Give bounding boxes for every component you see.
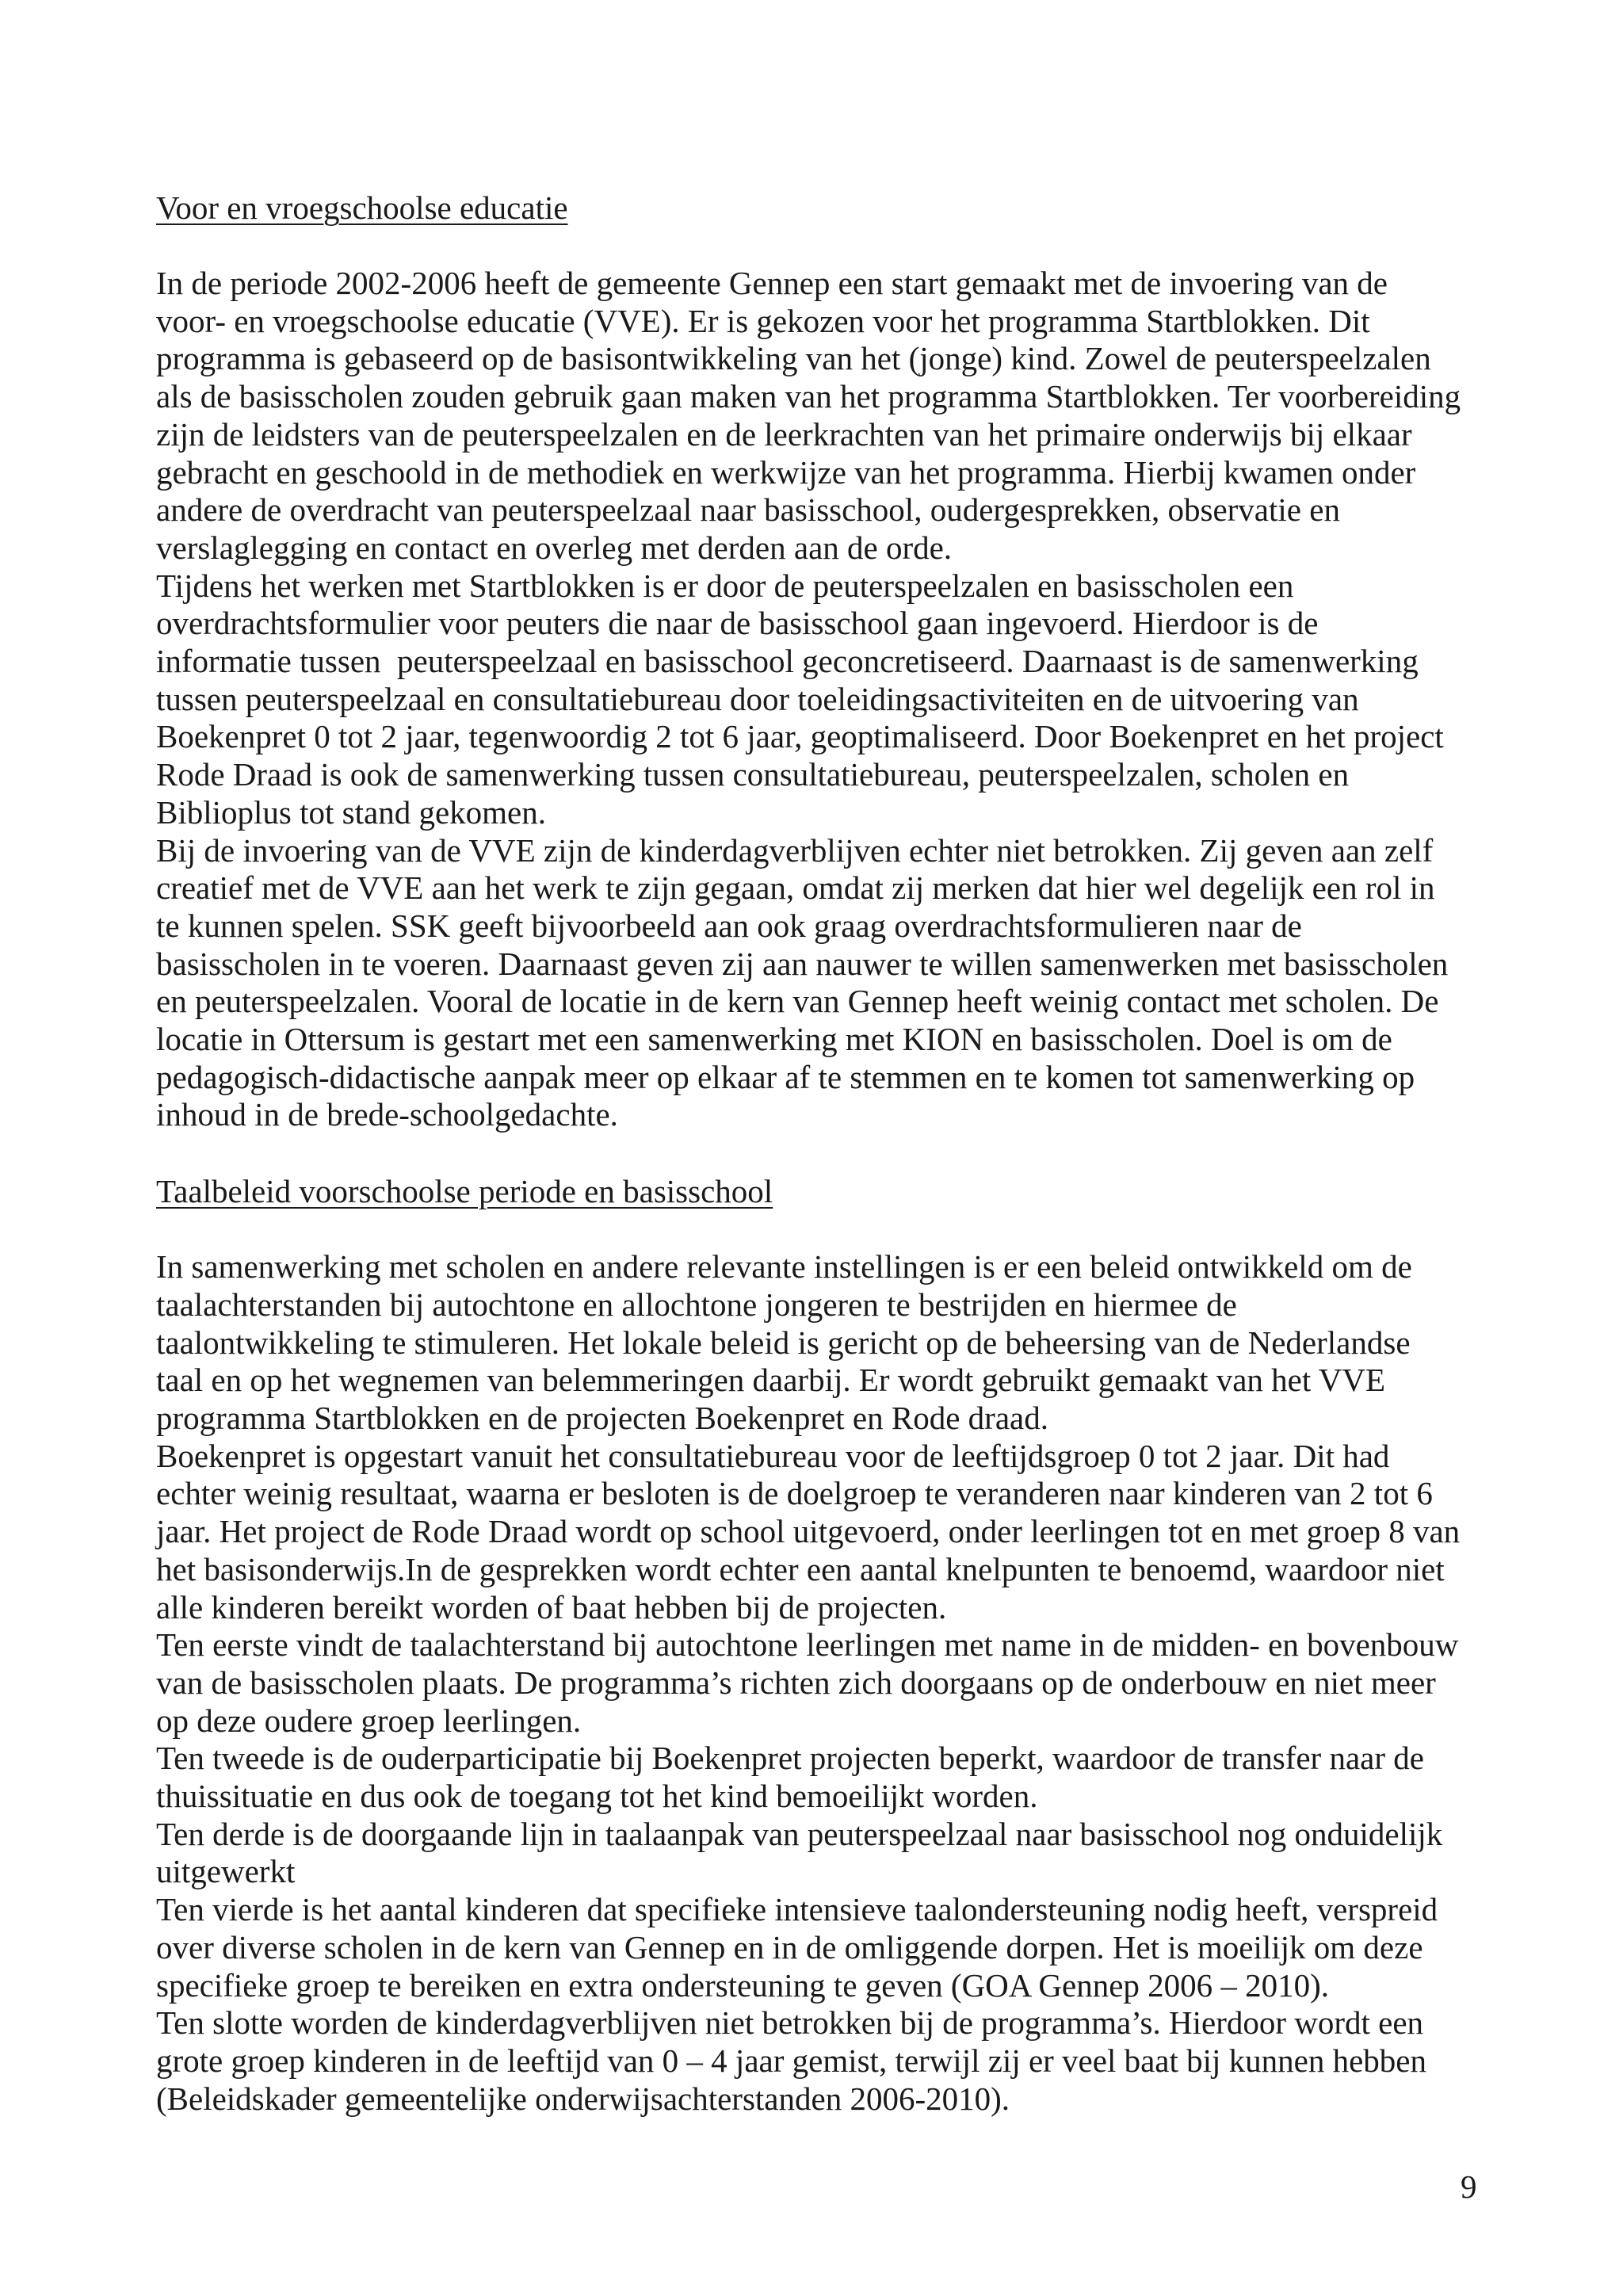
text-line: specifieke groep te bereiken en extra ondersteuning te geven (GOA Gennep 2006 – 2010). [156,1966,1330,2004]
text-line: programma is gebaseerd op de basisontwikkeling van het (jonge) kind. Zowel de peuterspeelzalen [156,340,1431,377]
text-line: alle kinderen bereikt worden of baat hebben bij de projecten. [156,1588,947,1626]
spacer [156,1210,1487,1248]
text-line: Ten tweede is de ouderparticipatie bij Boekenpret projecten beperkt, waardoor de transfer naar de [156,1740,1424,1777]
text-line: taalachterstanden bij autochtone en allochtone jongeren te bestrijden en hiermee de [156,1286,1237,1323]
section-heading-vve: Voor en vroegschoolse educatie [156,189,568,226]
text-line: jaar. Het project de Rode Draad wordt op school uitgevoerd, onder leerlingen tot en met groep 8 van [156,1513,1461,1550]
text-line: Biblioplus tot stand gekomen. [156,793,546,831]
text-line: Ten vierde is het aantal kinderen dat specifieke intensieve taalondersteuning nodig heeft, verspreid [156,1891,1438,1928]
text-line: taal en op het wegnemen van belemmeringen daarbij. Er wordt gebruikt gemaakt van het VVE [156,1362,1386,1399]
paragraph [156,265,1487,567]
text-line: thuissituatie en dus ook de toegang tot het kind bemoeilijkt worden. [156,1778,1038,1815]
text-line: verslaglegging en contact en overleg met derden aan de orde. [156,529,953,566]
text-line: basisscholen in te voeren. Daarnaast geven zij aan nauwer te willen samenwerken met basisscholen [156,945,1449,982]
text-line: zijn de leidsters van de peuterspeelzalen en de leerkrachten van het primaire onderwijs bij elkaar [156,415,1412,453]
text-line: andere de overdracht van peuterspeelzaal naar basisschool, oudergesprekken, observatie en [156,491,1340,529]
text-line: als de basisscholen zouden gebruik gaan maken van het programma Startblokken. Ter voorbereiding [156,378,1461,415]
paragraph [156,1438,1487,1627]
text-line: locatie in Ottersum is gestart met een samenwerking met KION en basisscholen. Doel is om de [156,1021,1392,1058]
text-line: over diverse scholen in de kern van Gennep en in de omliggende dorpen. Het is moeilijk om deze [156,1928,1423,1966]
text-line: In samenwerking met scholen en andere relevante instellingen is er een beleid ontwikkeld om de [156,1248,1412,1286]
text-line: grote groep kinderen in de leeftijd van 0 – 4 jaar gemist, terwijl zij er veel baat bij kunnen hebben [156,2042,1427,2079]
spacer [156,1134,1487,1172]
page-number: 9 [1461,2168,1477,2205]
section-vve-body [156,265,1487,1134]
text-line: informatie tussen peuterspeelzaal en basisschool geconcretiseerd. Daarnaast is de samenwerking [156,643,1419,680]
section-heading-taalbeleid: Taalbeleid voorschoolse periode en basisschool [156,1173,773,1210]
text-line: Bij de invoering van de VVE zijn de kinderdagverblijven echter niet betrokken. Zij geven aan zelf [156,831,1434,869]
text-line: Ten eerste vindt de taalachterstand bij autochtone leerlingen met name in de midden- en bovenbouw [156,1626,1459,1664]
text-line: (Beleidskader gemeentelijke onderwijsachterstanden 2006-2010). [156,2080,1010,2117]
text-line: pedagogisch-didactische aanpak meer op elkaar af te stemmen en te komen tot samenwerking op [156,1058,1415,1095]
text-line: creatief met de VVE aan het werk te zijn gegaan, omdat zij merken dat hier wel degelijk een rol in [156,869,1435,907]
text-line: Ten derde is de doorgaande lijn in taalaanpak van peuterspeelzaal naar basisschool nog onduidelijk [156,1815,1443,1852]
text-line: te kunnen spelen. SSK geeft bijvoorbeeld aan ook graag overdrachtsformulieren naar de [156,907,1302,944]
text-line: Boekenpret is opgestart vanuit het consultatiebureau voor de leeftijdsgroep 0 tot 2 jaar. Dit had [156,1437,1390,1474]
section-taalbeleid-body [156,1248,1487,2118]
text-line: voor- en vroegschoolse educatie (VVE). Er is gekozen voor het programma Startblokken. Dit [156,302,1370,339]
text-line: het basisonderwijs.In de gesprekken wordt echter een aantal knelpunten te benoemd, waardoor niet [156,1550,1445,1587]
text-line: tussen peuterspeelzaal en consultatiebureau door toeleidingsactiviteiten en de uitvoering van [156,680,1359,717]
paragraph [156,1891,1487,2004]
paragraph [156,1248,1487,1438]
text-line: Tijdens het werken met Startblokken is er door de peuterspeelzalen en basisscholen een [156,567,1294,604]
text-line: en peuterspeelzalen. Vooral de locatie in de kern van Gennep heeft weinig contact met scholen. De [156,983,1439,1020]
text-line: Rode Draad is ook de samenwerking tussen consultatiebureau, peuterspeelzalen, scholen en [156,756,1350,793]
paragraph [156,1816,1487,1891]
spacer [156,227,1487,265]
paragraph [156,2004,1487,2118]
text-line: Boekenpret 0 tot 2 jaar, tegenwoordig 2 tot 6 jaar, geoptimaliseerd. Door Boekenpret en het project [156,718,1444,755]
text-line: In de periode 2002-2006 heeft de gemeente Gennep een start gemaakt met de invoering van de [156,265,1388,301]
text-line: uitgewerkt [156,1853,296,1890]
paragraph [156,567,1487,832]
text-line: programma Startblokken en de projecten Boekenpret en Rode draad. [156,1399,1048,1436]
text-line: echter weinig resultaat, waarna er besloten is de doelgroep te veranderen naar kinderen van 2 tot 6 [156,1475,1433,1512]
text-line: op deze oudere groep leerlingen. [156,1702,582,1739]
paragraph [156,832,1487,1135]
text-line: inhoud in de brede-schoolgedachte. [156,1096,618,1133]
document-page [156,189,1487,2118]
text-line: Ten slotte worden de kinderdagverblijven niet betrokken bij de programma’s. Hierdoor wordt een [156,2004,1424,2042]
paragraph [156,1626,1487,1740]
paragraph [156,1740,1487,1815]
text-line: taalontwikkeling te stimuleren. Het lokale beleid is gericht op de beheersing van de Nederlandse [156,1324,1411,1361]
text-line: van de basisscholen plaats. De programma’s richten zich doorgaans op de onderbouw en niet meer [156,1664,1436,1701]
text-line: overdrachtsformulier voor peuters die naar de basisschool gaan ingevoerd. Hierdoor is de [156,605,1319,642]
text-line: gebracht en geschoold in de methodiek en werkwijze van het programma. Hierbij kwamen onder [156,453,1416,491]
